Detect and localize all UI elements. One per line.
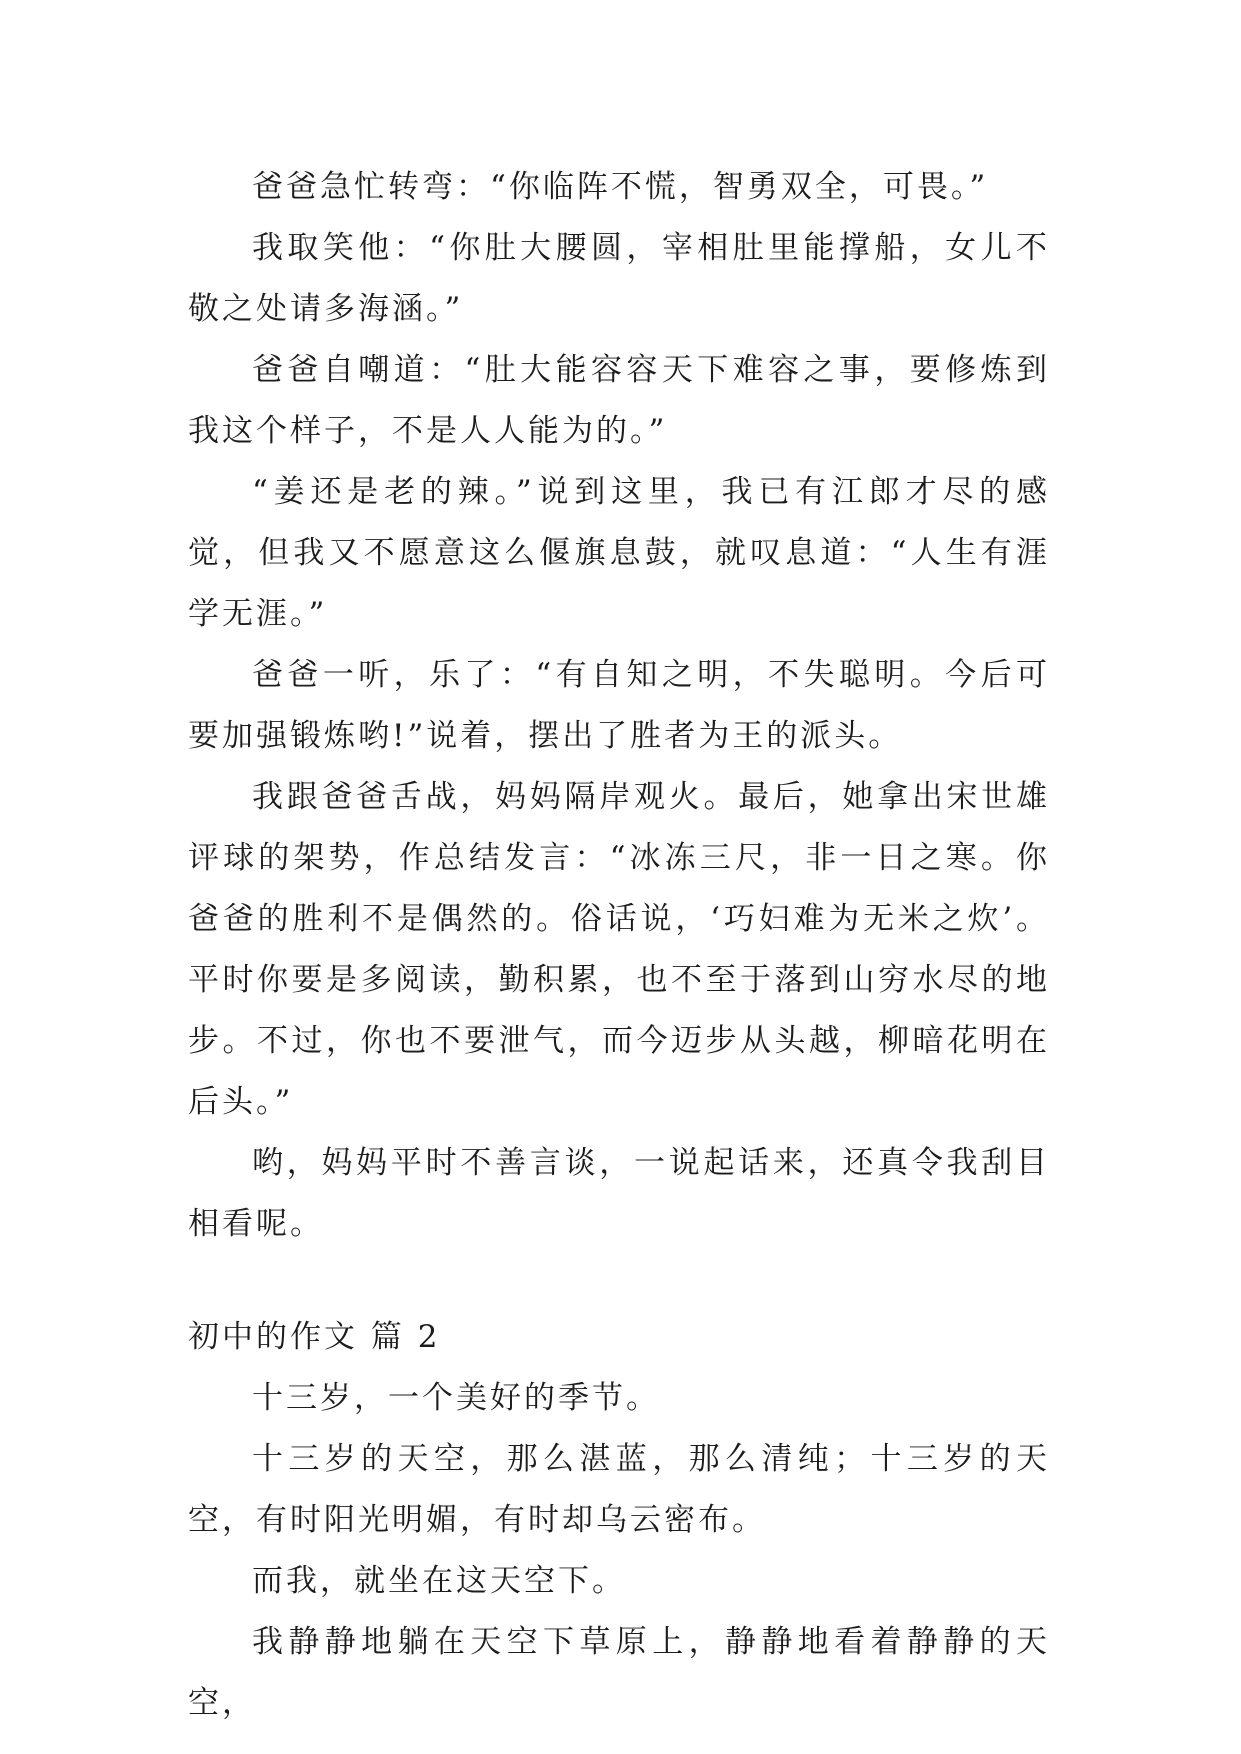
section-title: 初中的作文 篇 2 xyxy=(188,1319,441,1355)
section-spacer xyxy=(188,1255,1050,1307)
paragraph-8: 十三岁，一个美好的季节。 xyxy=(252,1380,660,1416)
paragraph-10: 而我，就坐在这天空下。 xyxy=(252,1563,626,1599)
paragraph-7: 哟，妈妈平时不善言谈，一说起话来，还真令我刮目相看呢。 xyxy=(188,1145,1050,1242)
paragraph-4: “姜还是老的辣。”说到这里，我已有江郎才尽的感觉，但我又不愿意这么偃旗息鼓，就叹息道：“人生有涯学无涯。” xyxy=(188,474,1050,632)
paragraph-5: 爸爸一听，乐了：“有自知之明，不失聪明。今后可要加强锻炼哟!”说着，摆出了胜者为王的派头。 xyxy=(188,657,1050,754)
document-body xyxy=(188,157,1050,1734)
paragraph-11: 我静静地躺在天空下草原上，静静地看着静静的天空， xyxy=(188,1624,1050,1721)
paragraph-3: 爸爸自嘲道：“肚大能容容天下难容之事，要修炼到我这个样子，不是人人能为的。” xyxy=(188,352,1050,449)
paragraph-9: 十三岁的天空，那么湛蓝，那么清纯；十三岁的天空，有时阳光明媚，有时却乌云密布。 xyxy=(188,1441,1050,1538)
paragraph-1: 爸爸急忙转弯：“你临阵不慌，智勇双全，可畏。” xyxy=(252,169,989,205)
paragraph-2: 我取笑他：“你肚大腰圆，宰相肚里能撑船，女儿不敬之处请多海涵。” xyxy=(188,230,1050,327)
paragraph-6: 我跟爸爸舌战，妈妈隔岸观火。最后，她拿出宋世雄评球的架势，作总结发言：“冰冻三尺，非一日之寒。你爸爸的胜利不是偶然的。俗话说，‘巧妇难为无米之炊’。平时你要是多阅读，勤积累，也不至于落到山穷水尽的地步。不过，你也不要泄气，而今迈步从头越，柳暗花明在后头。” xyxy=(188,779,1050,1120)
